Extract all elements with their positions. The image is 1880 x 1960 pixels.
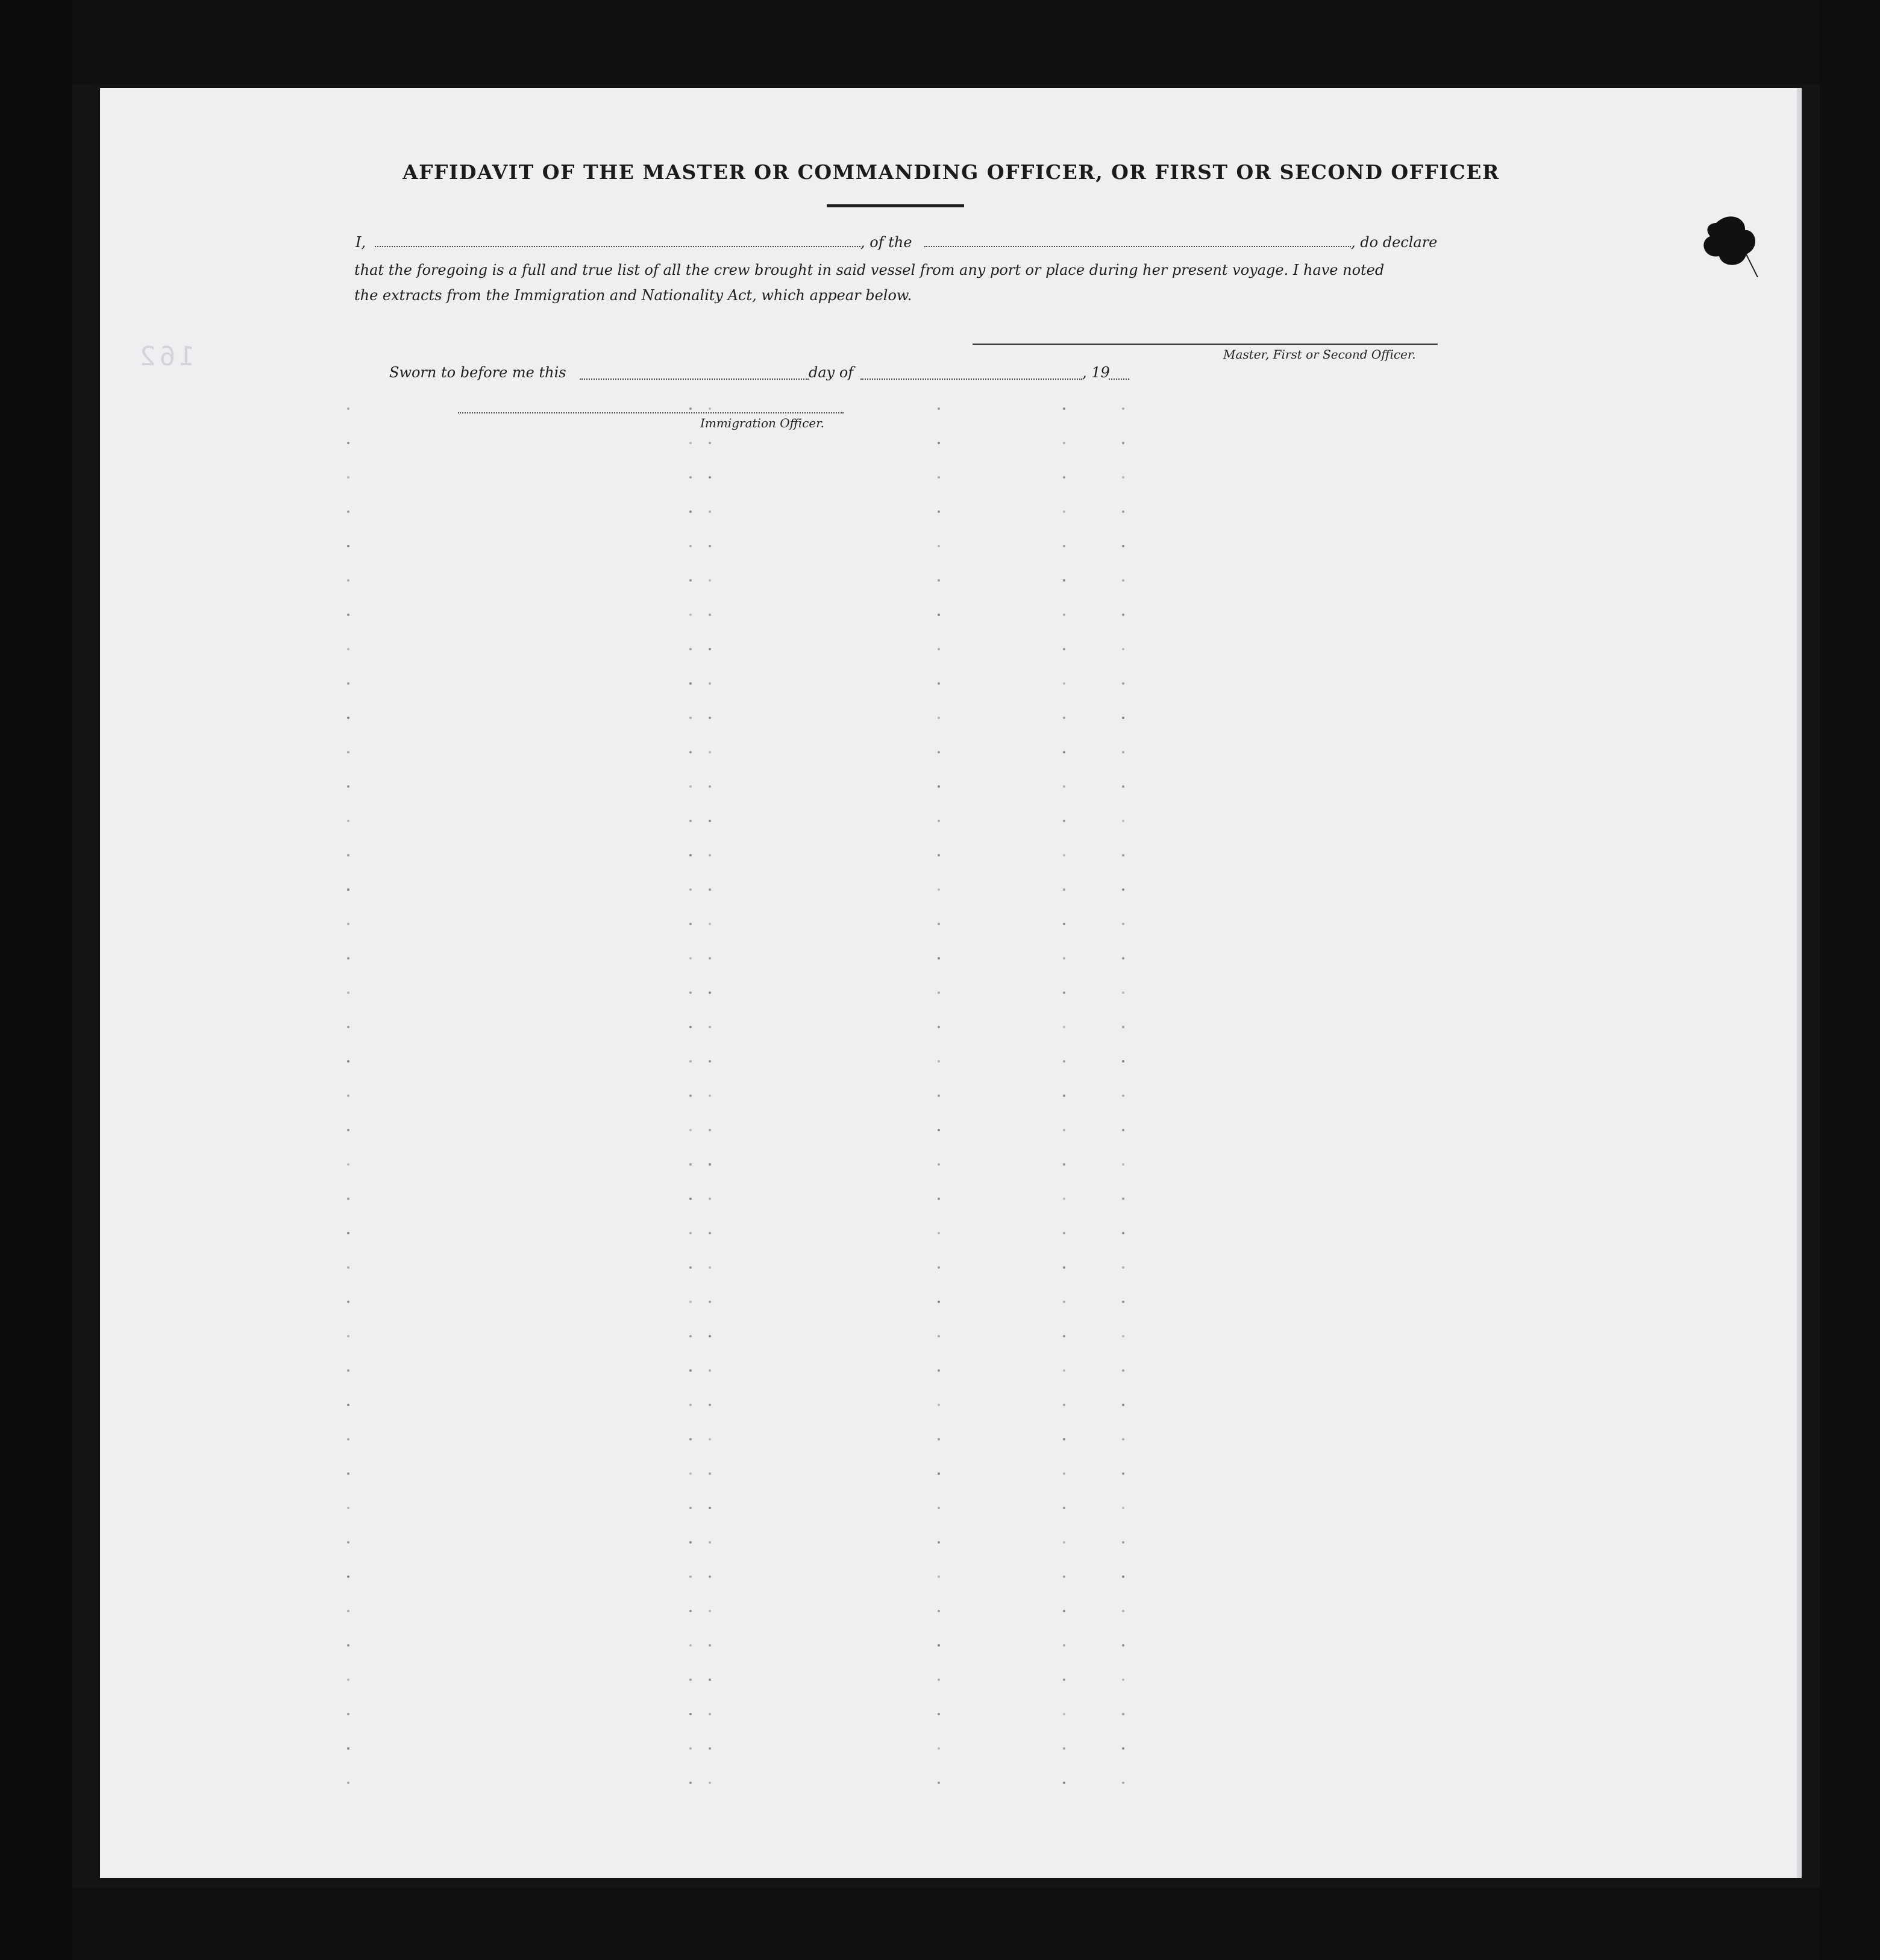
faint-dot: [709, 1026, 711, 1028]
faint-dot: [709, 1541, 711, 1544]
faint-dot: [689, 1095, 692, 1097]
officer-name-field[interactable]: [375, 246, 860, 247]
document-page: [100, 88, 1797, 1878]
faint-dot: [938, 1266, 940, 1269]
faint-dot: [347, 1575, 349, 1578]
faint-dot: [938, 991, 940, 994]
faint-dot: [1063, 545, 1065, 547]
faint-dot: [938, 1713, 940, 1715]
vessel-name-field[interactable]: [924, 246, 1351, 247]
faint-dot: [1122, 682, 1124, 685]
faint-dot: [1063, 1335, 1065, 1337]
faint-dot: [1063, 717, 1065, 719]
faint-dot: [709, 1679, 711, 1681]
faint-dot: [1063, 1644, 1065, 1647]
faint-dot: [689, 1610, 692, 1612]
faint-dot: [689, 923, 692, 925]
faint-dot: [1063, 648, 1065, 650]
faint-dot: [347, 1679, 349, 1681]
faint-dot: [1122, 1369, 1124, 1372]
faint-dot: [709, 751, 711, 753]
faint-dot: [1122, 888, 1124, 891]
faint-dot: [938, 1438, 940, 1440]
faint-dot: [1063, 1301, 1065, 1303]
faint-dot: [1063, 1713, 1065, 1715]
faint-dot: [1122, 1404, 1124, 1406]
faint-dot: [347, 1129, 349, 1131]
faint-dot: [1122, 1541, 1124, 1544]
faint-dot: [1122, 442, 1124, 444]
faint-dot: [347, 1541, 349, 1544]
ink-blot: [1698, 211, 1764, 277]
master-signature-line[interactable]: [973, 344, 1438, 345]
faint-dot: [1122, 957, 1124, 960]
faint-dot: [1122, 1610, 1124, 1612]
page-edge: [1797, 88, 1802, 1878]
faint-dot: [1122, 854, 1124, 856]
faint-dot: [689, 957, 692, 960]
faint-dot: [938, 648, 940, 650]
faint-dot: [709, 1404, 711, 1406]
faint-dot: [709, 407, 711, 410]
day-of-label: day of: [809, 364, 854, 381]
faint-dot: [1063, 751, 1065, 753]
faint-dot: [1122, 614, 1124, 616]
faint-dot: [1122, 579, 1124, 582]
faint-dot: [1063, 1095, 1065, 1097]
faint-dot: [689, 1507, 692, 1509]
faint-dot: [347, 1644, 349, 1647]
faint-dot: [938, 1610, 940, 1612]
faint-dot: [938, 1679, 940, 1681]
faint-dot: [347, 1369, 349, 1372]
faint-dot: [1122, 1679, 1124, 1681]
faint-dot: [689, 476, 692, 479]
faint-dot: [689, 1747, 692, 1750]
faint-dot: [347, 854, 349, 856]
faint-dot: [1122, 820, 1124, 822]
faint-dot: [709, 1198, 711, 1200]
faint-dot: [1063, 510, 1065, 513]
faint-dot: [938, 510, 940, 513]
faint-dot: [347, 648, 349, 650]
faint-dot: [709, 1610, 711, 1612]
faint-dot: [1122, 717, 1124, 719]
faint-dot: [689, 614, 692, 616]
faint-dot: [709, 682, 711, 685]
faint-dot: [1122, 1438, 1124, 1440]
faint-dot: [347, 1026, 349, 1028]
faint-dot: [689, 1644, 692, 1647]
faint-dot: [689, 1575, 692, 1578]
faint-dot: [709, 579, 711, 582]
faint-dot: [938, 1541, 940, 1544]
declaration-statement-line3: the extracts from the Immigration and Nationality Act, which appear below.: [354, 287, 912, 304]
faint-dot: [1122, 1782, 1124, 1784]
faint-dot: [709, 476, 711, 479]
faint-dot: [938, 1575, 940, 1578]
faint-dot: [709, 717, 711, 719]
faint-dot: [1063, 854, 1065, 856]
faint-dot: [709, 1713, 711, 1715]
faint-dot: [938, 1060, 940, 1063]
faint-dot: [347, 1782, 349, 1784]
faint-dot: [347, 991, 349, 994]
faint-dot: [1063, 1541, 1065, 1544]
faint-dot: [689, 510, 692, 513]
faint-dot: [689, 820, 692, 822]
faint-dot: [938, 1404, 940, 1406]
faint-dot: [938, 1644, 940, 1647]
faint-dot: [709, 888, 711, 891]
faint-dot: [938, 717, 940, 719]
faint-dot: [709, 1163, 711, 1166]
faint-dot: [689, 1026, 692, 1028]
faint-dot: [689, 751, 692, 753]
faint-dot: [1122, 510, 1124, 513]
faint-dot: [709, 1507, 711, 1509]
faint-dot: [1063, 1679, 1065, 1681]
faint-dot: [1063, 1610, 1065, 1612]
faint-dot: [938, 579, 940, 582]
faint-dot: [709, 1438, 711, 1440]
faint-dot: [938, 854, 940, 856]
faint-dot: [689, 1163, 692, 1166]
faint-dot: [347, 407, 349, 410]
faint-dot: [938, 1472, 940, 1475]
faint-dot: [938, 1369, 940, 1372]
faint-dot: [689, 1198, 692, 1200]
faint-dot: [709, 1301, 711, 1303]
immigration-officer-caption: Immigration Officer.: [700, 416, 824, 430]
faint-dot: [1063, 1747, 1065, 1750]
faint-dot: [347, 510, 349, 513]
faint-dot: [347, 1198, 349, 1200]
faint-dot: [689, 442, 692, 444]
faint-dot: [689, 1129, 692, 1131]
faint-dot: [1122, 1301, 1124, 1303]
affidavit-title: AFFIDAVIT OF THE MASTER OR COMMANDING OFFICER, OR FIRST OR SECOND OFFICER: [403, 160, 1500, 184]
faint-dot: [938, 1782, 940, 1784]
faint-dot: [1063, 888, 1065, 891]
faint-dot: [938, 751, 940, 753]
faint-dot: [347, 476, 349, 479]
faint-dot: [689, 717, 692, 719]
master-signature-caption: Master, First or Second Officer.: [1223, 347, 1416, 362]
faint-dot: [689, 1060, 692, 1063]
faint-dot: [1122, 1335, 1124, 1337]
faint-dot: [347, 1747, 349, 1750]
faint-dot: [347, 1060, 349, 1063]
faint-dot: [347, 579, 349, 582]
immigration-officer-signature-line[interactable]: [458, 412, 844, 413]
sworn-month-field[interactable]: [860, 378, 1082, 380]
faint-dot: [689, 1404, 692, 1406]
faint-dot: [347, 1472, 349, 1475]
faint-dot: [938, 1747, 940, 1750]
faint-dot: [689, 1301, 692, 1303]
faint-dot: [347, 888, 349, 891]
scan-border-left: [0, 0, 72, 1960]
declaration-do-declare-label: , do declare: [1351, 234, 1438, 251]
faint-dot: [347, 957, 349, 960]
faint-dot: [347, 923, 349, 925]
faint-dot: [689, 682, 692, 685]
faint-dot: [347, 545, 349, 547]
declaration-statement-line2: that the foregoing is a full and true list of all the crew brought in said vessel from any port or place during her present voyage. I have noted: [354, 262, 1385, 278]
faint-dot: [1122, 1232, 1124, 1234]
sworn-day-field[interactable]: [580, 378, 809, 380]
declaration-of-the-label: , of the: [860, 234, 912, 251]
faint-dot: [938, 1163, 940, 1166]
year-prefix-label: , 19: [1082, 364, 1110, 381]
faint-dot: [1122, 785, 1124, 788]
faint-dot: [347, 1713, 349, 1715]
faint-dot: [938, 1335, 940, 1337]
faint-dot: [1063, 991, 1065, 994]
faint-dot: [1122, 1129, 1124, 1131]
faint-dot: [347, 1507, 349, 1509]
faint-dot: [347, 717, 349, 719]
faint-dot: [1122, 648, 1124, 650]
faint-dot: [709, 1782, 711, 1784]
faint-dot: [1063, 682, 1065, 685]
faint-dot: [1122, 991, 1124, 994]
faint-dot: [938, 1095, 940, 1097]
faint-dot: [1122, 1713, 1124, 1715]
faint-dot: [709, 1232, 711, 1234]
faint-dot: [1122, 1266, 1124, 1269]
faint-dot: [347, 682, 349, 685]
faint-dot: [938, 1301, 940, 1303]
faint-dot: [1063, 785, 1065, 788]
faint-dot: [1063, 1129, 1065, 1131]
faint-dot: [1063, 1782, 1065, 1784]
faint-dot: [347, 1438, 349, 1440]
faint-dot: [938, 1232, 940, 1234]
faint-dot: [1063, 1060, 1065, 1063]
faint-dot: [1122, 1026, 1124, 1028]
faint-dot: [1122, 545, 1124, 547]
faint-dot: [938, 957, 940, 960]
faint-dot: [1122, 1472, 1124, 1475]
scan-border-right: [1820, 0, 1880, 1960]
faint-dot: [709, 923, 711, 925]
faint-dot: [347, 751, 349, 753]
faint-dot: [1063, 1369, 1065, 1372]
faint-dot: [1063, 957, 1065, 960]
faint-dot: [1063, 1026, 1065, 1028]
faint-dot: [938, 820, 940, 822]
faint-dot: [938, 888, 940, 891]
faint-dot: [1063, 1266, 1065, 1269]
faint-dot: [689, 785, 692, 788]
faint-dot: [689, 1266, 692, 1269]
faint-dot: [709, 614, 711, 616]
faint-dot: [1122, 1507, 1124, 1509]
faint-dot: [1122, 751, 1124, 753]
faint-dot: [689, 1782, 692, 1784]
faint-dot: [1122, 1575, 1124, 1578]
faint-dot: [1063, 1232, 1065, 1234]
faint-dot: [709, 854, 711, 856]
faint-dot: [938, 1198, 940, 1200]
faint-dot: [1122, 1163, 1124, 1166]
faint-dot: [347, 1301, 349, 1303]
faint-dot: [689, 991, 692, 994]
faint-dot: [1063, 1163, 1065, 1166]
faint-dot: [689, 407, 692, 410]
faint-dot: [709, 1369, 711, 1372]
faint-dot: [1122, 923, 1124, 925]
faint-dot: [709, 1060, 711, 1063]
faint-dot: [689, 888, 692, 891]
scan-border-bottom: [0, 1888, 1880, 1960]
faint-dot: [1063, 407, 1065, 410]
faint-dot: [347, 1335, 349, 1337]
faint-dot: [709, 1335, 711, 1337]
faint-dot: [709, 785, 711, 788]
faint-dot: [689, 1472, 692, 1475]
faint-dot: [689, 579, 692, 582]
faint-dot: [1063, 1507, 1065, 1509]
faint-dot: [1122, 407, 1124, 410]
faint-dot: [347, 1610, 349, 1612]
faint-dot: [709, 1472, 711, 1475]
faint-dot: [689, 648, 692, 650]
faint-dot: [938, 442, 940, 444]
faint-dot: [1063, 820, 1065, 822]
faint-dot: [689, 1541, 692, 1544]
faint-dot: [1063, 579, 1065, 582]
faint-dot: [709, 1095, 711, 1097]
faint-dot: [1122, 1644, 1124, 1647]
faint-dot: [347, 1266, 349, 1269]
faint-dot: [709, 991, 711, 994]
faint-dot: [938, 923, 940, 925]
faint-dot: [1122, 476, 1124, 479]
faint-dot: [347, 820, 349, 822]
faint-dot: [1063, 476, 1065, 479]
sworn-label: Sworn to before me this: [389, 364, 566, 381]
faint-dot: [689, 545, 692, 547]
faint-dot: [938, 407, 940, 410]
faint-dot: [709, 442, 711, 444]
faint-dot: [1063, 1404, 1065, 1406]
scan-border-top: [0, 0, 1880, 84]
faint-dot: [938, 1507, 940, 1509]
faint-dot: [347, 1232, 349, 1234]
faint-dot: [1063, 1472, 1065, 1475]
faint-dot: [347, 442, 349, 444]
faint-dot: [709, 1644, 711, 1647]
faint-dot: [709, 510, 711, 513]
faint-dot: [1063, 1198, 1065, 1200]
faint-dot: [1063, 1438, 1065, 1440]
faint-dot: [1063, 1575, 1065, 1578]
faint-dot: [689, 1713, 692, 1715]
faint-dot: [709, 1266, 711, 1269]
faint-dot: [709, 1129, 711, 1131]
faint-dot: [689, 1335, 692, 1337]
faint-dot: [1122, 1198, 1124, 1200]
faint-dot: [1122, 1095, 1124, 1097]
faint-dot: [709, 648, 711, 650]
faint-dot: [689, 1679, 692, 1681]
faint-dot: [347, 1163, 349, 1166]
faint-dot: [689, 1438, 692, 1440]
faint-dot: [1063, 923, 1065, 925]
faint-dot: [709, 545, 711, 547]
faint-dot: [1122, 1747, 1124, 1750]
faint-dot: [1063, 442, 1065, 444]
faint-dot: [347, 1404, 349, 1406]
faint-dot: [1122, 1060, 1124, 1063]
faint-dot: [1063, 614, 1065, 616]
faint-dot: [938, 1129, 940, 1131]
faint-dot: [689, 1232, 692, 1234]
faint-dot: [938, 1026, 940, 1028]
faint-dot: [938, 614, 940, 616]
faint-dot: [689, 1369, 692, 1372]
faint-dot: [938, 545, 940, 547]
faint-dot: [938, 476, 940, 479]
declaration-i-label: I,: [356, 234, 366, 251]
faint-dot: [709, 820, 711, 822]
faint-dot: [347, 785, 349, 788]
faint-dot: [709, 957, 711, 960]
faint-dot: [709, 1747, 711, 1750]
title-underline: [827, 204, 964, 207]
faint-dot: [689, 854, 692, 856]
faint-dot: [938, 682, 940, 685]
faint-dot: [347, 1095, 349, 1097]
faint-dot: [938, 785, 940, 788]
faint-dot: [347, 614, 349, 616]
faint-dot: [709, 1575, 711, 1578]
sworn-year-field[interactable]: [1109, 378, 1129, 380]
